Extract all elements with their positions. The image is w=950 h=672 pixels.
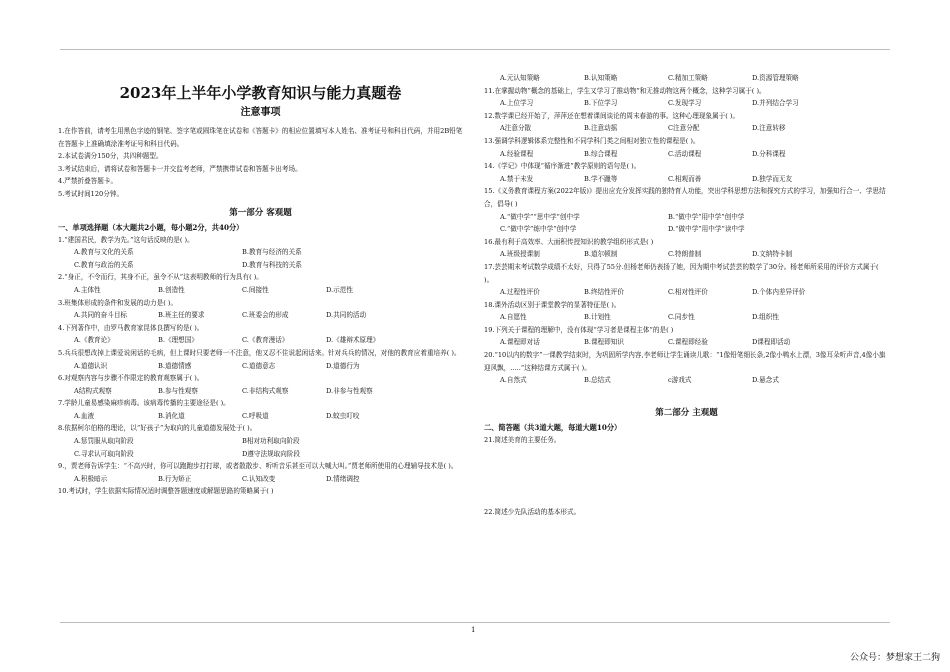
option-item: C.班委会的形成 [242,311,289,320]
option-group [484,122,889,135]
question-stem: 9.，贾老师告诉学生：“不高兴时，你可以跑跑步打打球，或者散散步、听听音乐甚至可以大喊大叫。”贾老师所使用的心理辅导技术是( )。 [58,462,458,471]
option-item: B.综合课程 [584,149,618,158]
bottom-rule [60,622,890,623]
option-item: A.禁于未发 [500,174,534,183]
option-item: C.间接性 [242,285,269,294]
option-item: A.自愿性 [500,313,527,322]
option-item: C.寻求认可取向阶段 [74,449,134,458]
option-item: A.血液 [74,411,95,420]
option-item: C.发现学习 [668,99,702,108]
notice-heading: 注意事项 [240,107,281,118]
question-stem: 17.芸芸期末考试数学成绩不太好，只得了55分.但杨老师仍表扬了她，因为期中考试芸芸的数学了30分。杨老师所采用的评价方式属于( )。 [484,262,879,284]
option-item: D.教育与科技的关系 [242,260,302,269]
option-item: B.学不躐等 [584,174,618,183]
option-item: B.注意动摇 [584,124,618,133]
exam-title: 2023年上半年小学教育知识与能力真题卷 [119,84,402,102]
option-item: C.《教育漫话》 [242,336,289,345]
option-group [484,248,889,261]
option-item: A.经验课程 [500,149,534,158]
question-stem: 19.下列关于课程的理解中，没有体现“学习者是课程主体”的是( ) [484,325,674,334]
option-item: B.道尔顿制 [584,250,618,259]
option-group [484,286,889,299]
notice-list [58,125,463,201]
option-item: A结构式观察 [74,386,112,395]
option-group [484,97,889,110]
option-item: D.《雄辩术原理》 [326,336,380,345]
option-group [58,334,463,347]
option-item: D.非参与性观察 [326,386,373,395]
option-group [58,435,463,460]
option-group [484,336,889,349]
option-group [58,284,463,297]
option-item: A.“做中学”“思中学”创中学 [500,212,580,221]
option-group [58,385,463,398]
option-item: B.“做中学”用中学”创中学 [668,212,745,221]
option-group [58,246,463,271]
option-item: D.道德行为 [326,361,360,370]
option-item: C.非结构式观察 [242,386,289,395]
notice-item: 5.考试时间120分钟。 [58,189,124,198]
option-group [484,311,889,324]
option-item: A.上位学习 [500,99,534,108]
option-item: B.参与性观察 [158,386,198,395]
option-item: D.“做中学”用中学”读中学 [668,225,745,234]
option-item: B.计划性 [584,313,611,322]
option-item: C.相观而善 [668,174,702,183]
question-stem: 8.依据柯尔伯格的理论，以“好孩子”为取向的儿童道德发展处于( )。 [58,424,257,433]
question-stem: 6.对观察内容与步骤不作限定的教育观察属于( )。 [58,374,204,383]
option-item: A.共同的奋斗目标 [74,311,128,320]
question-stem: 12.数学课已经开始了，萍萍还在想着课间谈论的周末春游的事。这种心理现象属于( )。 [484,111,740,120]
option-item: C.“做中学”练中学”创中学 [500,225,577,234]
option-item: B.班主任的要求 [158,311,205,320]
option-item: A注意分散 [500,124,532,133]
option-item: D遵守法规取向阶段 [242,449,301,458]
option-item: A.道德认识 [74,361,108,370]
question-stem: 16.最有利于高效率、大面积传授知识的教学组织形式是( ) [484,237,654,246]
notice-item: 1.在作答前，请考生用黑色字迹的钢笔、签字笔或圆珠笔在试卷和《答题卡》的相应位置填写本人姓名、准考证号和科目代码，并用2B铅笔在答题卡上准确填涂准考证号和科目代码。 [58,127,463,148]
question-stem: 7.学龄儿童易感染麻疹病毒。该病毒传播的主要途径是( )。 [58,399,230,408]
option-item: B.创造性 [158,285,185,294]
notice-item: 3.考试结束后，请将试卷和答题卡一并交监考老师，严禁携带试卷和答题卡出考场。 [58,164,302,173]
option-item: D.共同的活动 [326,311,367,320]
question-stem: 3.班集体形成的条件和发展的动力是( )。 [58,298,178,307]
option-item: B.下位学习 [584,99,618,108]
option-group [484,173,889,186]
option-item: D.独学而无友 [752,174,793,183]
option-item: B.课程即知识 [584,338,624,347]
option-item: B.总结式 [584,376,611,385]
option-item: A.元认知策略 [500,74,540,82]
question-stem: 20.“10以内的数字”一课教学结束时，为巩固所学内容,李老师让学生诵读儿歌：“1像铅笔细长条,2像小鸭水上漂，3像耳朵听声音,4像小旗迎风飘，.....”这种结课方式属于( )。 [484,351,886,372]
question-stem: 11.在掌握动物”概念的基础上，学生又学习了推动物”和无推动物这两个概念，这种学习属于( )。 [484,86,766,95]
short-answer-22: 22.简述少先队活动的基本形式。 [484,508,581,517]
option-item: D.蚊虫叮咬 [326,411,360,420]
notice-item: 4.严禁折叠答题卡。 [58,177,118,186]
short-answer-21: 21.简述美育的主要任务。 [484,435,561,444]
question-stem: 13.强调学科逻辑体系完整性和不同学科门类之间相对独立性的课程是( )。 [484,136,700,145]
option-item: B.教育与经济的关系 [242,248,302,257]
question-stem: 1.“建国君民，教学为先。”这句话反映的是( )。 [58,235,194,244]
option-item: C注意分配 [668,124,700,133]
option-group [484,211,889,236]
option-item: C.教育与政治的关系 [74,260,134,269]
section1-title: 一、单项选择题（本大题共2小题，每小题2分，共40分） [58,222,244,232]
option-item: A.班级授课制 [500,250,540,259]
option-item: C.道德意志 [242,361,276,370]
question-list-right [484,72,889,387]
option-item: D.组织性 [752,313,779,322]
option-item: D.文纳特卡制 [752,250,793,259]
option-item: C.活动课程 [668,149,702,158]
option-item: D.示范性 [326,285,353,294]
option-item: D.个体内差异评价 [752,288,806,297]
option-item: B.道德情感 [158,361,192,370]
right-column [484,72,889,519]
option-item: D.注意转移 [752,124,786,133]
option-item: A.过程性评价 [500,288,540,297]
option-item: B.终结性评价 [584,288,624,297]
part2-title: 第二部分 主观题 [655,407,718,418]
question-stem: 14.《学记》中体现“循序渐进”教学原则的语句是( )。 [484,162,641,171]
top-rule [60,49,890,50]
option-item: C.相对性评价 [668,288,708,297]
question-stem: 10.考试时，学生依据实际情况适时调整答题速度或解题思路的策略属于( ) [58,487,274,496]
option-item: C.同步性 [668,313,695,322]
option-item: A.惩罚服从取向阶段 [74,437,134,446]
question-stem: 5.兵兵很想改掉上课爱说闲话的毛病，但上课时只要老师一不注意，他又忍不住说起闲话来。针对兵兵的情况，对他的教育应着重培养( )。 [58,348,461,357]
option-item: D.情绪调控 [326,474,360,483]
section2-title: 二、简答题（共3道大题，每道大题10分） [484,422,622,432]
watermark-text: 公众号：梦想家王二狗 [849,653,940,663]
option-item: A.主体性 [74,285,101,294]
option-group [484,72,889,85]
notice-item: 2.本试卷满分150分，共四种题型。 [58,152,163,161]
option-group [58,360,463,373]
option-item: D.分科课程 [752,149,786,158]
option-item: C.精加工策略 [668,74,708,82]
left-column [58,70,463,498]
option-item: c游戏式 [668,376,692,385]
question-stem: 15.《义务教育课程方案(2022年版)》提出应充分发挥实践的独特育人功能，突出学科思想方法和探究方式的学习，加强知行合一、学思结合，倡导( ) [484,187,886,208]
option-item: D课程即活动 [752,338,791,347]
option-item: B.行为矫正 [158,474,192,483]
option-item: A.课程即对话 [500,338,540,347]
option-item: B相对功利取向阶段 [242,437,300,446]
question-stem: 18.课外活动区别于课堂教学的显著特征是( )。 [484,300,621,309]
option-item: C.特朗普制 [668,250,702,259]
option-item: D.悬念式 [752,376,779,385]
option-item: A.教育与文化的关系 [74,248,134,257]
option-item: D.资源管理策略 [752,74,799,82]
option-item: C.课程即经验 [668,338,708,347]
option-group [58,473,463,486]
option-item: C.呼吸道 [242,411,269,420]
page-number: 1 [471,626,476,634]
option-item: B.认知策略 [584,74,618,82]
option-group [484,374,889,387]
option-item: D.并列结合学习 [752,99,799,108]
option-group [58,410,463,423]
option-item: C.认知改变 [242,474,276,483]
option-item: A.《教育论》 [74,336,114,345]
option-item: A.自然式 [500,376,527,385]
option-item: B.《理想国》 [158,336,198,345]
option-item: B.消化道 [158,411,185,420]
option-group [484,148,889,161]
option-group [58,309,463,322]
part1-title: 第一部分 客观题 [229,207,292,218]
question-stem: 2.“身正，不令而行，其身不正，虽令不从”这表明教师的行为具有( )。 [58,273,263,282]
question-list-left [58,234,463,498]
question-stem: 4.下列著作中，由罗马教育家昆体良撰写的是( )。 [58,323,204,332]
option-item: A.积极暗示 [74,474,108,483]
